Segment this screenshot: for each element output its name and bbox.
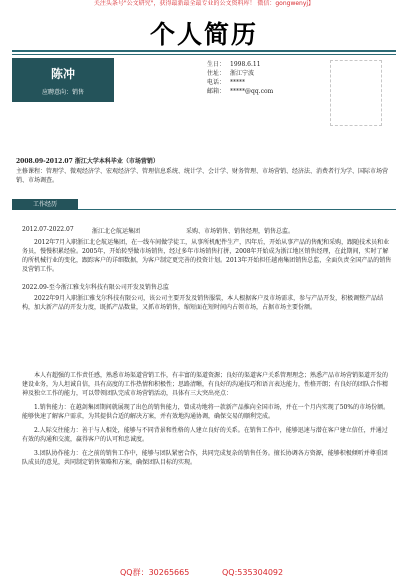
photo-placeholder — [330, 60, 382, 126]
top-notice: 关注头条号"公文研究"，获得最新最全最专业的公文资料库！ 微信：gongwenyj】 — [93, 0, 315, 7]
contact-phone — [207, 78, 273, 87]
contact-label: 住址： — [207, 70, 226, 77]
contact-email — [207, 87, 273, 96]
header-divider — [12, 50, 396, 52]
job-intention-value: 销售 — [72, 89, 85, 96]
job-position: 采购、市场销售、销售经理，销售总监。 — [186, 228, 295, 235]
contact-birthday — [207, 60, 273, 69]
job-period: 2012.07-2022.07 — [22, 226, 74, 233]
contact-label: 生日： — [207, 61, 226, 68]
self-evaluation-paragraph: 本人有超强的工作责任感，熟悉市场渠道营销工作，有丰富的渠道资源；良好的渠道客户关系管理理念；熟悉产品市场营销渠道开发的建设业务，为人坦诚自信，具有高度的工作热情和积极性；思路清晰，有良好的沟通技巧和语言表达能力，性格开朗；有良好的团队合作精神及独立工作的能力，可以带领团队完成市场营销活动，具体有三大突出亮点： — [22, 372, 389, 397]
footer-qq: QQ:535304092 — [222, 568, 284, 577]
education-courses: 主修课程：管理学、微观经济学、宏观经济学、管理信息系统、统计学、会计学、财务管理、市场营销、经济法、消费者行为学、国际市场营销、市场调查。 — [16, 168, 389, 184]
self-evaluation-paragraph: 2.人际交往能力：善于与人相处，能够与不同背景和性格的人建立良好的关系。在销售工作中，能够迅速与潜在客户建立信任，并通过有效的沟通和交流，赢得客户的认可和忠诚度。 — [22, 427, 388, 443]
contact-label: 电话： — [207, 79, 226, 86]
contact-value: 浙江宁波 — [230, 70, 255, 77]
contact-value: 1998.6.11 — [230, 61, 261, 68]
education-heading: 2008.09-2012.07 浙江大学本科毕业（市场营销） — [16, 158, 159, 165]
job-intention — [12, 87, 114, 96]
self-evaluation-paragraph: 3.团队协作能力：在之前的销售工作中，能够与团队紧密合作，共同完成复杂的销售任务。擅长协调各方资源，能够积极倾听并尊重团队成员的意见，共同制定销售策略和方案，确保团队目标的实现。 — [22, 450, 388, 466]
contact-value: ***** — [230, 79, 245, 86]
contact-value: *****@qq.com — [230, 88, 274, 95]
work-section-divider — [78, 209, 396, 210]
contact-info — [207, 60, 273, 96]
contact-address — [207, 69, 273, 78]
job-description: 2012年7月入职浙江北仑航运集团，在一线车间做学徒工，从事所机配件生产，四年后，开始从事产品的售配和采购，跟随技术员和业务员，慢慢积累经验。2005年，开始转型做市场销售，经过多年市场销售打拼，2008年开始成为浙江地区销售经理，在此期间，实时了解的所机械行业的变化，跟踪客户的详细数据，为客户制定更完善的投资计划。2013年开始担任越南集团销售总监，全面负责全国产品的销售及营销工作。 — [22, 239, 392, 273]
job-header: 2022.09-至今浙江雅戈尔科技有限公司开发及销售总监 — [22, 284, 169, 291]
job-intention-label: 应聘意向： — [41, 89, 72, 96]
work-section-label: 工作经历 — [12, 199, 78, 210]
self-evaluation-paragraph: 1.销售能力：在越剑集团期间就展现了出色的销售能力，曾成功地将一款新产品推向全国市场，并在一个月内实现了50%的市场份额。能够快速了解客户需求，为其提供合适的解决方案，并有效地沟通协调，确保交易的顺利完成。 — [22, 404, 390, 420]
page-title: 个人简历 — [149, 20, 258, 49]
job-company: 浙江北仑航运集团 — [92, 228, 141, 235]
footer-qq-group: QQ群：30265665 — [120, 568, 190, 577]
self-evaluation — [22, 371, 392, 472]
header-divider-thin — [12, 54, 396, 55]
applicant-name: 陈冲 — [50, 67, 75, 81]
name-panel — [12, 58, 114, 102]
contact-label: 邮箱： — [207, 88, 226, 95]
job-description: 2022年9月入职浙江雅戈尔科技有限公司，该公司主要开发及销售服装，本人根据客户及市场需求，参与产品开发，积极调整产品结构，加大新产品的开发力度，既抓产品数量，又抓市场销售，缩短面在短时间内占领市场，占据市场主要份额。 — [22, 295, 384, 311]
